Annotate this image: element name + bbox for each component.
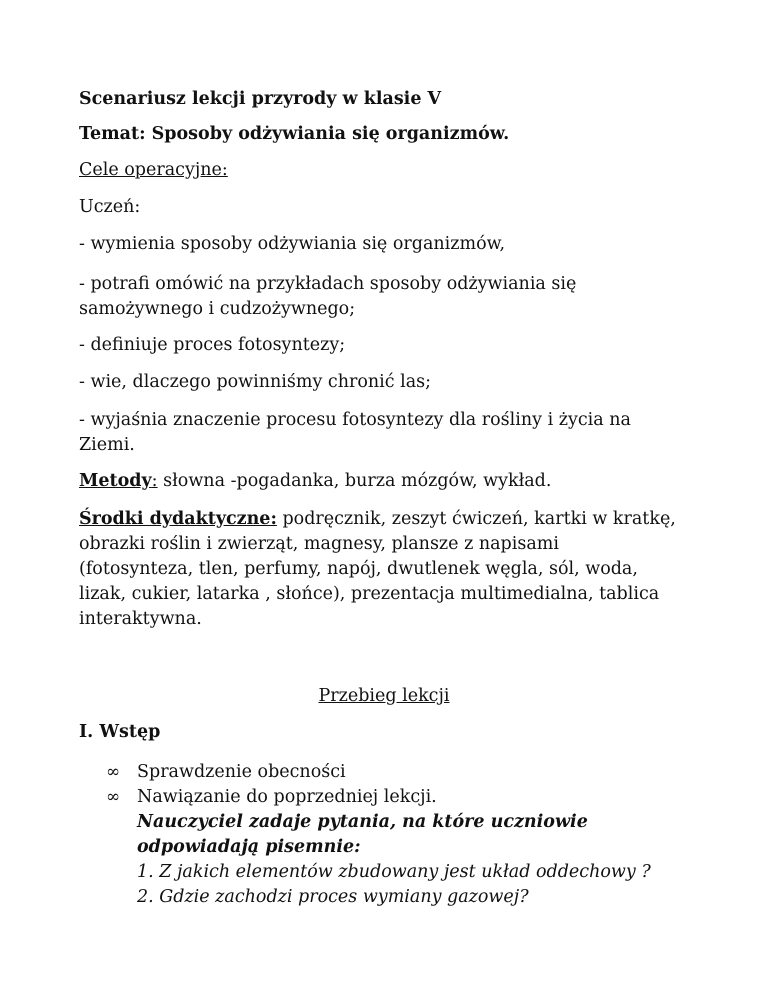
section-heading: I. Wstęp (79, 722, 161, 742)
objective-line: - wyjaśnia znaczenie procesu fotosyntezy dla rośliny i życia na (79, 410, 631, 430)
objective-line: Ziemi. (79, 435, 135, 455)
objective-line: - wie, dlaczego powinniśmy chronić las; (79, 372, 432, 392)
objective-line: - wymienia sposoby odżywiania się organizmów, (79, 234, 506, 254)
methods-paragraph (79, 469, 551, 494)
lesson-topic: Temat: Sposoby odżywiania się organizmów. (79, 124, 510, 144)
methods-text: słowna -pogadanka, burza mózgów, wykład. (157, 471, 552, 491)
teacher-instruction: odpowiadają pisemnie: (137, 837, 361, 857)
objectives-heading: Cele operacyjne: (79, 160, 228, 180)
objective-line: - potrafi omówić na przykładach sposoby odżywiania się (79, 274, 577, 294)
question-line: 1. Z jakich elementów zbudowany jest układ oddechowy ? (137, 862, 651, 882)
lesson-heading: Przebieg lekcji (318, 686, 450, 706)
aids-label: Środki dydaktyczne: (79, 509, 277, 529)
student-label: Uczeń: (79, 197, 141, 217)
infinity-bullet-icon: ∞ (106, 762, 121, 782)
teacher-instruction: Nauczyciel zadaje pytania, na które uczniowie (137, 812, 588, 832)
methods-label: Metody (79, 471, 152, 491)
aids-paragraph-line: lizak, cukier, latarka , słońce), prezentacja multimedialna, tablica (79, 584, 660, 604)
infinity-bullet-icon: ∞ (106, 787, 121, 807)
aids-text: podręcznik, zeszyt ćwiczeń, kartki w kratkę, (276, 509, 676, 529)
objective-line: samożywnego i cudzożywnego; (79, 299, 356, 319)
objective-line: - definiuje proces fotosyntezy; (79, 335, 346, 355)
question-line: 2. Gdzie zachodzi proces wymiany gazowej? (137, 887, 529, 907)
aids-paragraph-line (79, 507, 676, 532)
aids-paragraph-line: (fotosynteza, tlen, perfumy, napój, dwutlenek węgla, sól, woda, (79, 559, 638, 579)
bullet-item: Sprawdzenie obecności (137, 762, 346, 782)
document-title: Scenariusz lekcji przyrody w klasie V (79, 89, 442, 109)
bullet-item: Nawiązanie do poprzedniej lekcji. (137, 787, 437, 807)
aids-paragraph-line: interaktywna. (79, 609, 202, 629)
methods-colon: : (151, 471, 158, 491)
aids-paragraph-line: obrazki roślin i zwierząt, magnesy, plansze z napisami (79, 534, 559, 554)
